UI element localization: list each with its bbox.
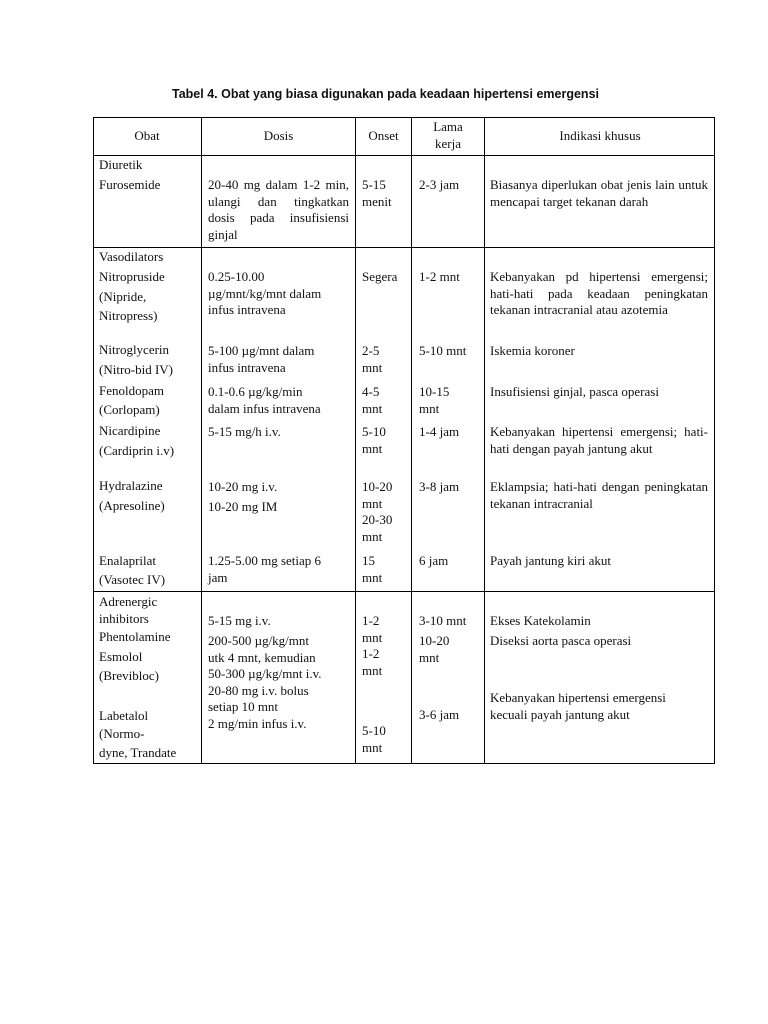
obat-category: Vasodilators xyxy=(99,249,164,264)
drug-table xyxy=(93,117,715,764)
lama-cell: 2-3 jam xyxy=(419,177,460,192)
onset-cell: 4-5 mnt xyxy=(362,384,383,416)
lama-cell: 3-8 jam xyxy=(419,479,460,494)
indikasi-cell: Insufisiensi ginjal, pasca operasi xyxy=(490,384,659,399)
table-border-top xyxy=(93,117,715,118)
dosis-cell: 10-20 mg IM xyxy=(208,499,278,514)
obat-name: Nitropress) xyxy=(99,308,158,323)
onset-cell: 2-5 mnt xyxy=(362,343,383,375)
indikasi-cell: Biasanya diperlukan obat jenis lain untuk mencapai target tekanan darah xyxy=(490,177,708,209)
table-border-bottom xyxy=(93,763,715,764)
obat-name: (Apresoline) xyxy=(99,498,165,513)
obat-name: (Cardiprin i.v) xyxy=(99,443,175,458)
lama-cell: 1-4 jam xyxy=(419,424,460,439)
obat-name: Esmolol xyxy=(99,649,143,664)
obat-category: Diuretik xyxy=(99,157,143,172)
dosis-cell: 5-15 mg/h i.v. xyxy=(208,424,281,439)
indikasi-cell: Iskemia koroner xyxy=(490,343,575,358)
dosis-cell: 5-100 µg/mnt dalam infus intravena xyxy=(208,343,315,375)
dosis-cell: 200-500 µg/kg/mnt utk 4 mnt, kemudian 50-300 µg/kg/mnt i.v. 20-80 mg i.v. bolus setiap 10 mnt 2 mg/min infus i.v. xyxy=(208,633,322,731)
obat-name: Hydralazine xyxy=(99,478,163,493)
column-divider-1 xyxy=(201,117,202,764)
obat-name: Nitropruside xyxy=(99,269,165,284)
indikasi-cell: Diseksi aorta pasca operasi xyxy=(490,633,632,648)
dosis-cell: 5-15 mg i.v. xyxy=(208,613,271,628)
header-onset: Onset xyxy=(368,128,399,143)
obat-name: Labetalol xyxy=(99,708,149,723)
lama-cell: 6 jam xyxy=(419,553,449,568)
obat-name: Furosemide xyxy=(99,177,161,192)
lama-cell: 10-15 mnt xyxy=(419,384,450,416)
indikasi-cell: Ekses Katekolamin xyxy=(490,613,591,628)
lama-cell: 3-6 jam xyxy=(419,707,460,722)
section-divider-1 xyxy=(93,247,715,248)
obat-name: Enalaprilat xyxy=(99,553,157,568)
indikasi-cell: Payah jantung kiri akut xyxy=(490,553,611,568)
obat-name: (Corlopam) xyxy=(99,402,160,417)
table-border-right xyxy=(714,117,715,764)
dosis-cell: 1.25-5.00 mg setiap 6 jam xyxy=(208,553,322,585)
table-border-left xyxy=(93,117,94,764)
obat-name: (Brevibloc) xyxy=(99,668,159,683)
onset-cell: 1-2 mnt 1-2 mnt xyxy=(362,613,383,678)
header-dosis: Dosis xyxy=(263,128,294,143)
onset-cell: 10-20 mnt 20-30 mnt xyxy=(362,479,393,544)
obat-name: Phentolamine xyxy=(99,629,171,644)
onset-cell: 5-10 mnt xyxy=(362,723,386,755)
obat-name: Nicardipine xyxy=(99,423,161,438)
dosis-cell: 0.25-10.00 µg/mnt/kg/mnt dalam infus intravena xyxy=(208,269,322,317)
column-divider-4 xyxy=(484,117,485,764)
dosis-cell: 10-20 mg i.v. xyxy=(208,479,278,494)
section-divider-2 xyxy=(93,591,715,592)
onset-cell: 5-10 mnt xyxy=(362,424,386,456)
onset-cell: Segera xyxy=(362,269,398,284)
column-divider-3 xyxy=(411,117,412,764)
lama-cell: 1-2 mnt xyxy=(419,269,460,284)
table-title: Tabel 4. Obat yang biasa digunakan pada keadaan hipertensi emergensi xyxy=(172,87,599,101)
dosis-cell: 20-40 mg dalam 1-2 min, ulangi dan tingkatkan dosis pada insufisiensi ginjal xyxy=(208,177,349,242)
obat-name: (Nitro-bid IV) xyxy=(99,362,174,377)
obat-name: (Vasotec IV) xyxy=(99,572,166,587)
obat-name: dyne, Trandate xyxy=(99,745,177,760)
onset-cell: 5-15 menit xyxy=(362,177,392,209)
lama-cell: 10-20 mnt xyxy=(419,633,450,665)
header-indikasi: Indikasi khusus xyxy=(559,128,641,143)
header-obat: Obat xyxy=(134,128,160,143)
indikasi-cell: Kebanyakan hipertensi emergensi kecuali payah jantung akut xyxy=(490,690,666,722)
onset-cell: 15 mnt xyxy=(362,553,383,585)
obat-name: (Nipride, xyxy=(99,289,147,304)
column-divider-2 xyxy=(355,117,356,764)
obat-name: Fenoldopam xyxy=(99,383,164,398)
indikasi-cell: Kebanyakan pd hipertensi emergensi; hati-hati pada keadaan peningkatan tekanan intracranial atau azotemia xyxy=(490,269,708,317)
lama-cell: 3-10 mnt xyxy=(419,613,467,628)
indikasi-cell: Eklampsia; hati-hati dengan peningkatan tekanan intracranial xyxy=(490,479,708,511)
lama-cell: 5-10 mnt xyxy=(419,343,467,358)
obat-name: Nitroglycerin xyxy=(99,342,170,357)
dosis-cell: 0.1-0.6 µg/kg/min dalam infus intravena xyxy=(208,384,321,416)
header-divider xyxy=(93,155,715,156)
obat-name: (Normo- xyxy=(99,726,145,741)
indikasi-cell: Kebanyakan hipertensi emergensi; hati-hati dengan payah jantung akut xyxy=(490,424,708,456)
header-lama-kerja: Lama kerja xyxy=(433,119,463,151)
obat-category: Adrenergic inhibitors xyxy=(99,594,158,626)
